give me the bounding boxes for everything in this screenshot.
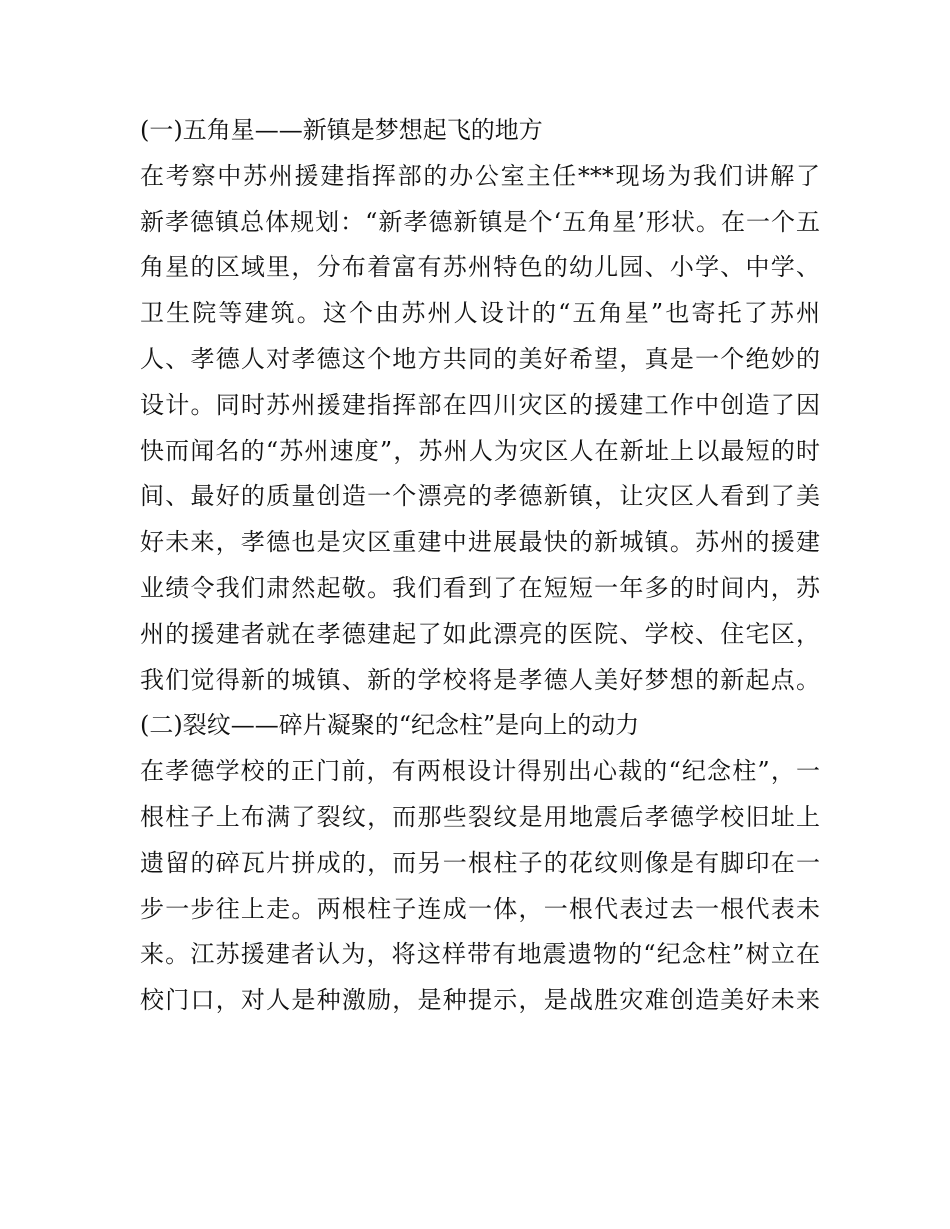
- paragraph-line: 人、孝德人对孝德这个地方共同的美好希望，真是一个绝妙的: [140, 344, 820, 373]
- heading-section-1: (一)五角星——新镇是梦想起飞的地方: [140, 116, 543, 144]
- body-text: [140, 108, 820, 1024]
- paragraph-line: 我们觉得新的城镇、新的学校将是孝德人美好梦想的新起点。: [140, 665, 820, 694]
- paragraph-line: 州的援建者就在孝德建起了如此漂亮的医院、学校、住宅区，: [140, 619, 820, 648]
- paragraph-line: 在考察中苏州援建指挥部的办公室主任***现场为我们讲解了: [140, 161, 820, 190]
- paragraph-line: 间、最好的质量创造一个漂亮的孝德新镇，让灾区人看到了美: [140, 482, 820, 511]
- paragraph-line: 卫生院等建筑。这个由苏州人设计的“五角星”也寄托了苏州: [140, 299, 820, 328]
- paragraph-line: 设计。同时苏州援建指挥部在四川灾区的援建工作中创造了因: [140, 390, 820, 419]
- paragraph-line: 快而闻名的“苏州速度”，苏州人为灾区人在新址上以最短的时: [140, 436, 820, 465]
- paragraph-line: 角星的区域里，分布着富有苏州特色的幼儿园、小学、中学、: [140, 253, 820, 282]
- paragraph-line: 在孝德学校的正门前，有两根设计得别出心裁的“纪念柱”，一: [140, 757, 820, 786]
- paragraph-line: 来。江苏援建者认为，将这样带有地震遗物的“纪念柱”树立在: [140, 940, 820, 969]
- paragraph-line: 步一步往上走。两根柱子连成一体，一根代表过去一根代表未: [140, 894, 820, 923]
- paragraph-line: 好未来，孝德也是灾区重建中进展最快的新城镇。苏州的援建: [140, 528, 820, 557]
- paragraph-line: 校门口，对人是种激励，是种提示，是战胜灾难创造美好未来: [140, 986, 820, 1015]
- paragraph-line: 遗留的碎瓦片拼成的，而另一根柱子的花纹则像是有脚印在一: [140, 848, 820, 877]
- paragraph-line: 新孝德镇总体规划：“新孝德新镇是个‘五角星’形状。在一个五: [140, 207, 820, 236]
- paragraph-line: 根柱子上布满了裂纹，而那些裂纹是用地震后孝德学校旧址上: [140, 802, 820, 831]
- heading-section-2: (二)裂纹——碎片凝聚的“纪念柱”是向上的动力: [140, 711, 640, 740]
- paragraph-line: 业绩令我们肃然起敬。我们看到了在短短一年多的时间内，苏: [140, 573, 820, 602]
